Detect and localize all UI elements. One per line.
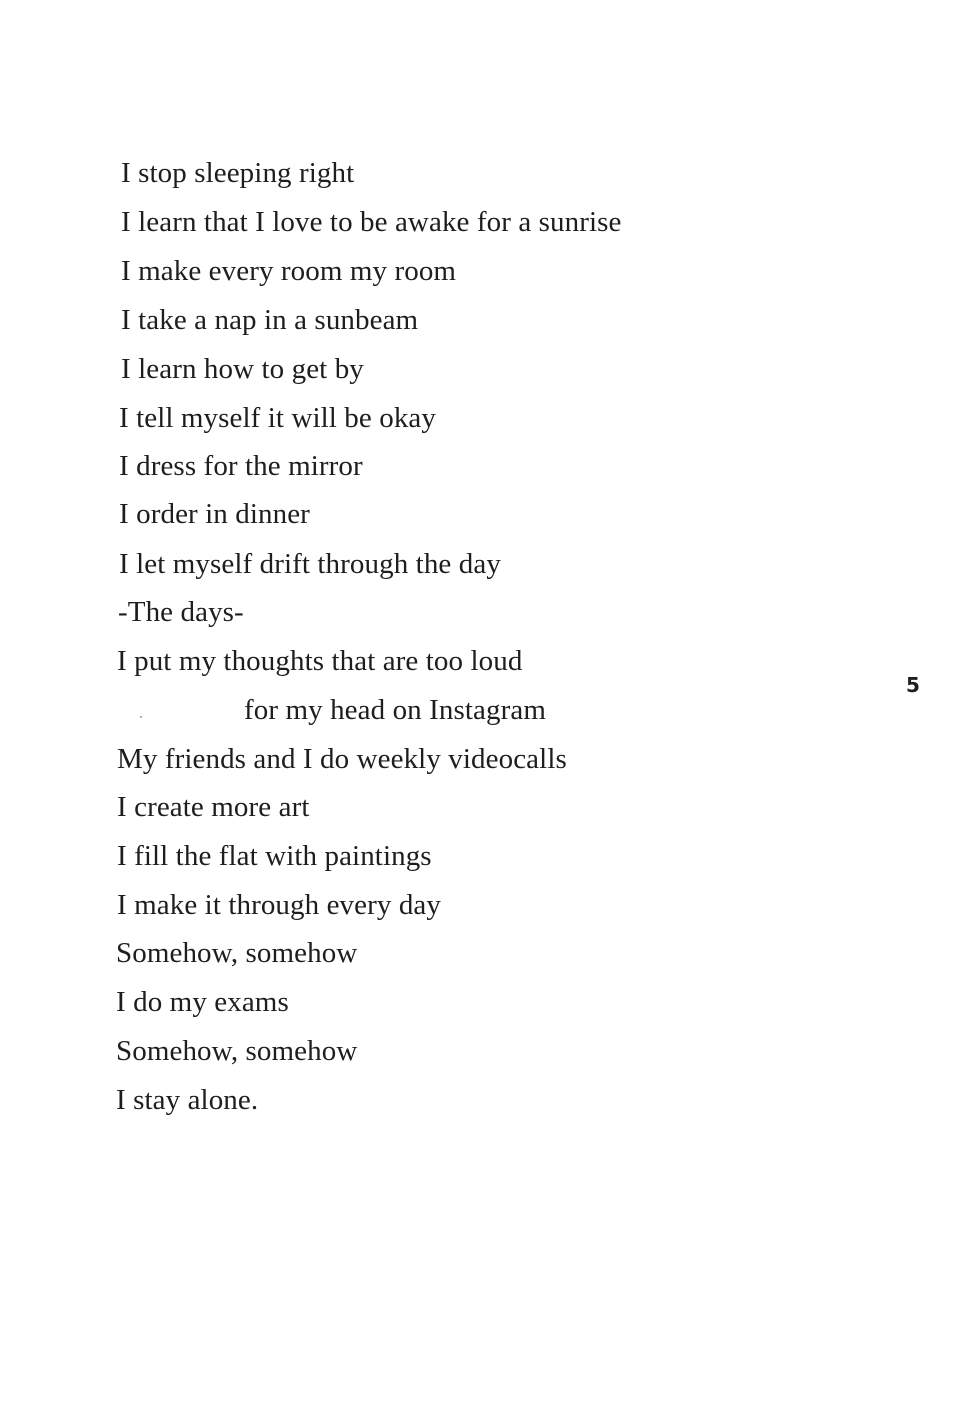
poem-line: I put my thoughts that are too loud bbox=[117, 645, 523, 677]
poem-line: Somehow, somehow bbox=[116, 1035, 358, 1067]
poem-line-indented: for my head on Instagram bbox=[244, 694, 546, 726]
poem-line: I order in dinner bbox=[119, 498, 310, 530]
poem-line: I create more art bbox=[117, 791, 310, 823]
poem-line: I fill the flat with paintings bbox=[117, 840, 432, 872]
poem-line: I make it through every day bbox=[117, 889, 442, 921]
poem-line: I stay alone. bbox=[116, 1084, 259, 1116]
poem-line: I stop sleeping right bbox=[121, 157, 355, 189]
poem-line: I do my exams bbox=[116, 986, 289, 1018]
page-number: 5 bbox=[906, 673, 920, 697]
poem-line: I learn that I love to be awake for a sunrise bbox=[121, 206, 622, 238]
poem-line: My friends and I do weekly videocalls bbox=[117, 743, 567, 775]
poem-line: I let myself drift through the day bbox=[119, 548, 501, 580]
scan-speck bbox=[140, 716, 142, 718]
poem-line: I learn how to get by bbox=[121, 353, 364, 385]
poem-line: I dress for the mirror bbox=[119, 450, 363, 482]
poem-line: I tell myself it will be okay bbox=[119, 402, 437, 434]
poem-line: I make every room my room bbox=[121, 255, 457, 287]
poem-line: -The days- bbox=[118, 596, 244, 628]
poem-line: Somehow, somehow bbox=[116, 937, 358, 969]
poem-line: I take a nap in a sunbeam bbox=[121, 304, 419, 336]
